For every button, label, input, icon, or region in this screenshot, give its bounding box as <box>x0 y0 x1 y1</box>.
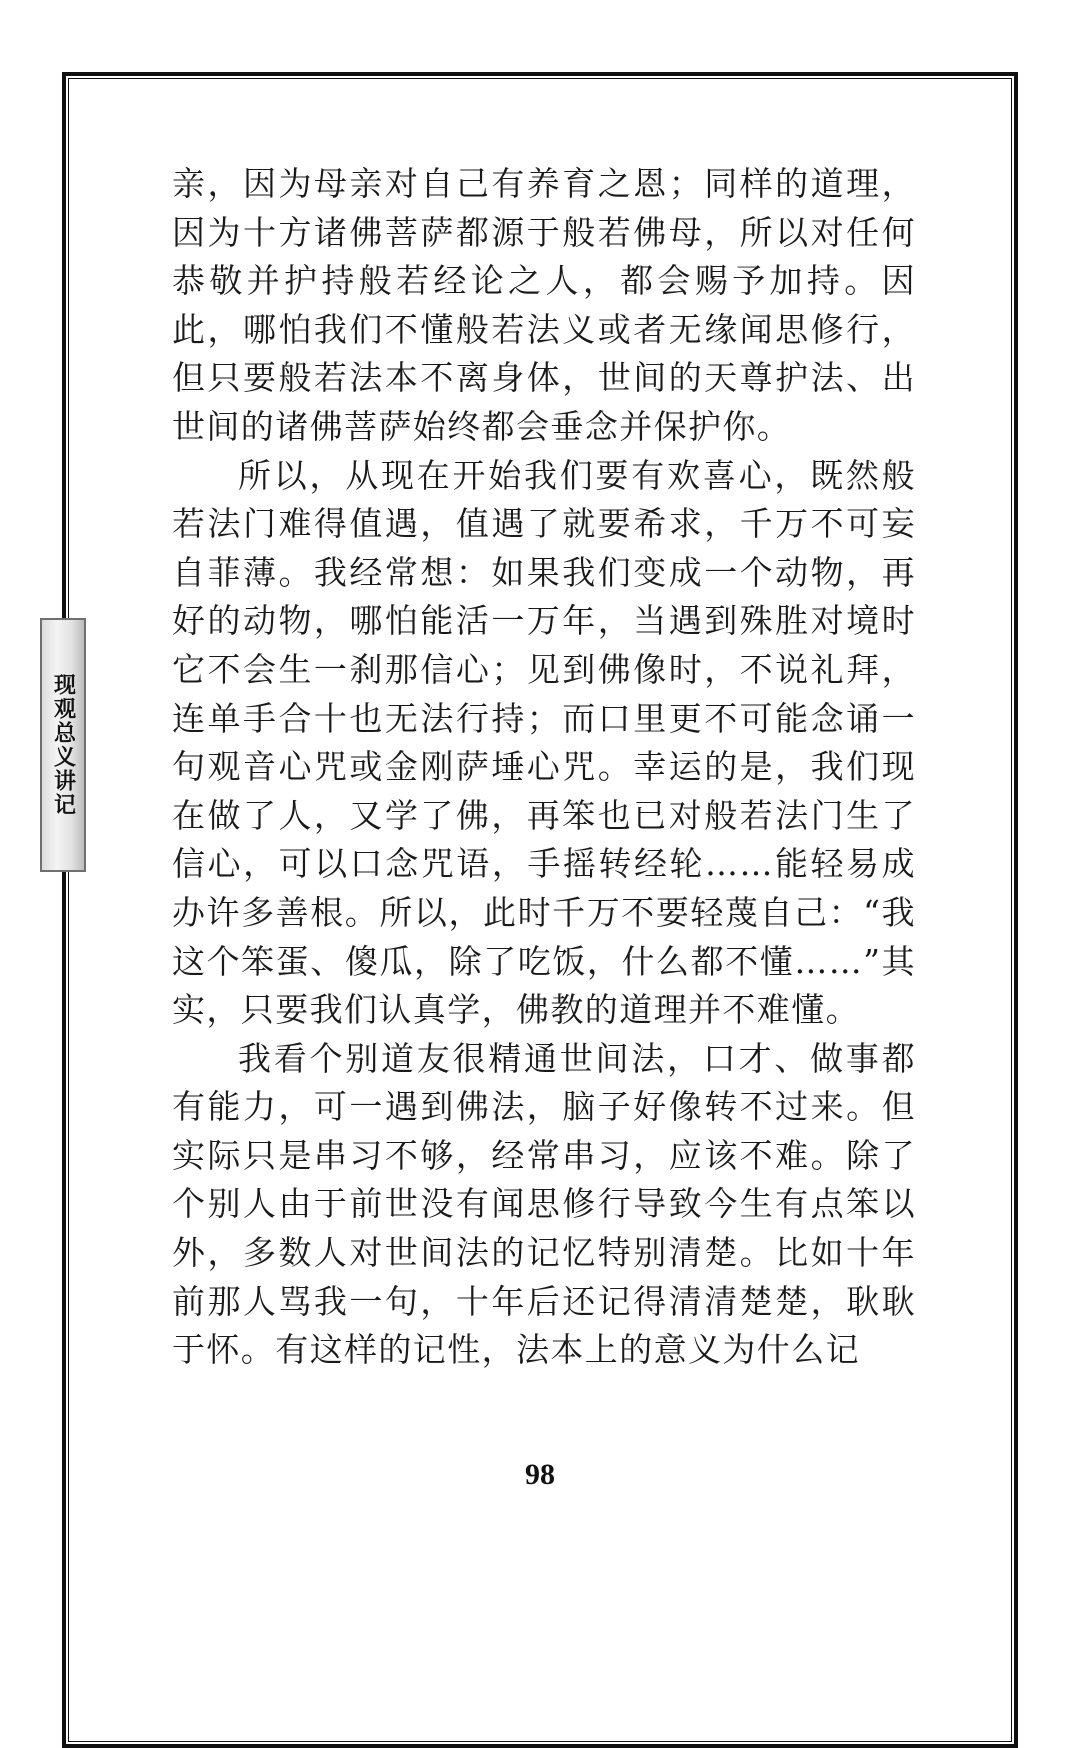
book-title-tab <box>40 618 86 872</box>
paragraph-2: 所以，从现在开始我们要有欢喜心，既然般若法门难得值遇，值遇了就要希求，千万不可妄自菲薄。我经常想：如果我们变成一个动物，再好的动物，哪怕能活一万年，当遇到殊胜对境时它不会生一刹那信心；见到佛像时，不说礼拜，连单手合十也无法行持；而口里更不可能念诵一句观音心咒或金刚萨埵心咒。幸运的是，我们现在做了人，又学了佛，再笨也已对般若法门生了信心，可以口念咒语，手摇转经轮……能轻易成办许多善根。所以，此时千万不要轻蔑自己：“我这个笨蛋、傻瓜，除了吃饭，什么都不懂……”其实，只要我们认真学，佛教的道理并不难懂。 <box>172 455 916 1030</box>
paragraph-3: 我看个别道友很精通世间法，口才、做事都有能力，可一遇到佛法，脑子好像转不过来。但实际只是串习不够，经常串习，应该不难。除了个别人由于前世没有闻思修行导致今生有点笨以外，多数人对世间法的记忆特别清楚。比如十年前那人骂我一句，十年后还记得清清楚楚，耿耿于怀。有这样的记性，法本上的意义为什么记 <box>172 1038 916 1370</box>
body-text <box>172 160 916 1375</box>
page-number: 98 <box>525 1458 555 1491</box>
paragraph-1: 亲，因为母亲对自己有养育之恩；同样的道理，因为十方诸佛菩萨都源于般若佛母，所以对任何恭敬并护持般若经论之人，都会赐予加持。因此，哪怕我们不懂般若法义或者无缘闻思修行，但只要般若法本不离身体，世间的天尊护法、出世间的诸佛菩萨始终都会垂念并保护你。 <box>172 164 916 446</box>
book-title: 现观总义讲记 <box>50 673 76 817</box>
